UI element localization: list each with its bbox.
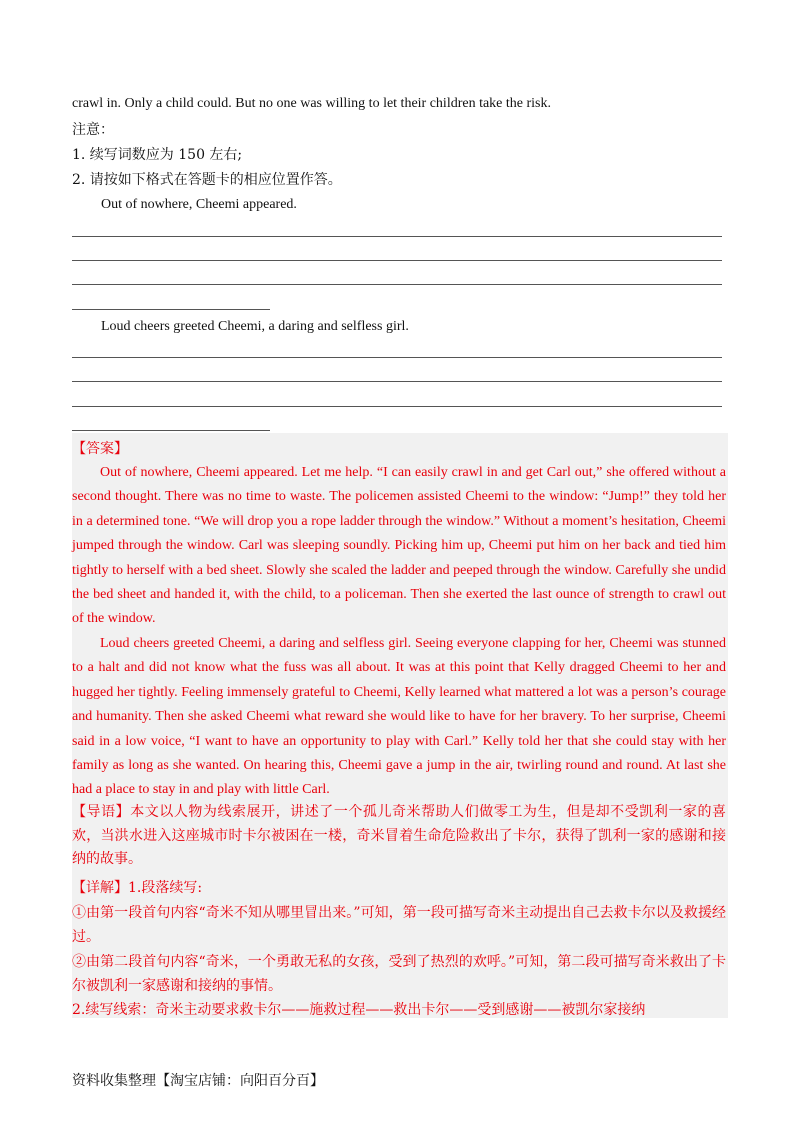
answer-paragraph-1-text: Out of nowhere, Cheemi appeared. Let me help. “I can easily crawl in and get Carl out,” she offered without a second thought. There was no time to waste. The policemen assisted Cheemi to the window: “Jump!” they told her in a determined tone. “We will drop you a rope ladder through the window.” Without a moment’s hesitation, Cheemi jumped through the window. Carl was sleeping soundly. Picking him up, Cheemi put him on her back and tied him tightly to herself with a bed sheet. Slowly she scaled the ladder and peeped through the window. Carefully she undid the bed sheet and handed it, with the child, to a policeman. Then she exerted the last ounce of strength to crawl out of the window. xyxy=(72,465,726,627)
answer-line xyxy=(72,406,722,407)
detail-point-1-text: ①由第一段首句内容“奇米不知从哪里冒出来。”可知，第一段可描写奇米主动提出自己去救卡尔以及救援经过。 xyxy=(72,905,726,945)
guide-block xyxy=(72,801,726,872)
writing-clue: 2.续写线索：奇米主动要求救卡尔——施救过程——救出卡尔——受到感谢——被凯尔家接纳 xyxy=(72,1002,646,1018)
answer-line xyxy=(72,236,722,237)
answer-paragraph-2-text: Loud cheers greeted Cheemi, a daring and selfless girl. Seeing everyone clapping for her, Cheemi was stunned to a halt and did not know what the fuss was all about. It was at this point that Kelly dragged Cheemi to her and hugged her tightly. Feeling immensely grateful to Cheemi, Kelly learned what mattered a lot was a person’s courage and humanity. Then she asked Cheemi what reward she would like to have for her bravery. To her surprise, Cheemi said in a low voice, “I want to have an opportunity to play with Carl.” Kelly told her that she could stay with her family as long as she wanted. On hearing this, Cheemi gave a jump in the air, twirling round and round. At last she had a place to stay in and play with little Carl. xyxy=(72,636,726,798)
answer-line xyxy=(72,260,722,261)
answer-line xyxy=(72,284,722,285)
note-item-1: 1. 续写词数应为 150 左右; xyxy=(72,147,243,163)
answer-label: 【答案】 xyxy=(72,441,128,457)
answer-line xyxy=(72,309,270,310)
prompt-sentence-2: Loud cheers greeted Cheemi, a daring and selfless girl. xyxy=(101,319,409,334)
answer-line xyxy=(72,381,722,382)
body-text-line: crawl in. Only a child could. But no one was willing to let their children take the risk. xyxy=(72,96,552,111)
answer-paragraph-1 xyxy=(72,461,726,632)
footer-text: 资料收集整理【淘宝店铺：向阳百分百】 xyxy=(72,1073,324,1089)
detail-heading-text: 1.段落续写: xyxy=(128,880,203,896)
detail-point-2-text: ②由第二段首句内容“奇米，一个勇敢无私的女孩，受到了热烈的欢呼。”可知，第二段可描写奇米救出了卡尔被凯利一家感谢和接纳的事情。 xyxy=(72,954,726,994)
note-item-2: 2. 请按如下格式在答题卡的相应位置作答。 xyxy=(72,172,342,188)
detail-heading xyxy=(72,878,202,898)
detail-point-1 xyxy=(72,901,726,949)
note-label: 注意： xyxy=(72,122,114,138)
detail-label: 【详解】 xyxy=(72,880,128,896)
detail-point-2 xyxy=(72,950,726,998)
answer-line xyxy=(72,430,270,431)
prompt-sentence-1: Out of nowhere, Cheemi appeared. xyxy=(101,197,297,212)
guide-text: 本文以人物为线索展开，讲述了一个孤儿奇米帮助人们做零工为生，但是却不受凯利一家的喜欢，当洪水进入这座城市时卡尔被困在一楼，奇米冒着生命危险救出了卡尔，获得了凯利一家的感谢和接纳的故事。 xyxy=(72,804,727,867)
answer-paragraph-2 xyxy=(72,632,726,803)
answer-line xyxy=(72,357,722,358)
guide-label: 【导语】 xyxy=(72,804,131,820)
